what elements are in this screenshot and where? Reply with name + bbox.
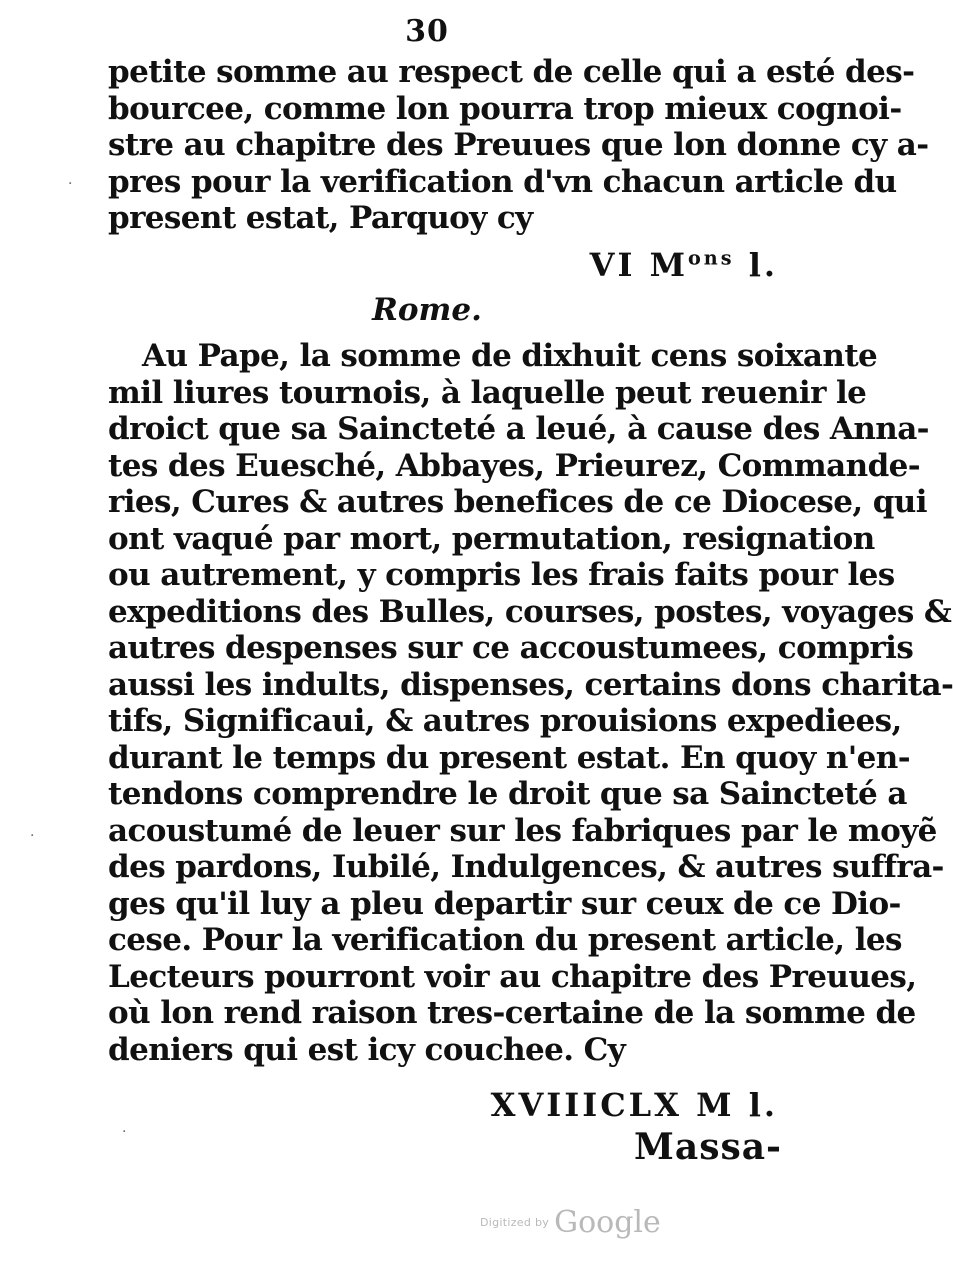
amount-total-2: XVIIICLX M l. (490, 1086, 778, 1124)
text-line: Au Pape, la somme de dixhuit cens soixante (142, 338, 878, 374)
amount-total-1 (590, 246, 778, 284)
text-line: tes des Euesché, Abbayes, Prieurez, Commande- (108, 447, 921, 484)
intro-paragraph (108, 54, 929, 237)
scan-speck: · (122, 1124, 127, 1140)
text-line: des pardons, Iubilé, Indulgences, & autres suffra- (108, 849, 944, 885)
digitized-watermark (480, 1205, 661, 1240)
text-line: ges qu'il luy a pleu departir sur ceux de ce Dio- (108, 885, 901, 922)
text-line: durant le temps du present estat. En quoy n'en- (108, 739, 911, 776)
google-logo: Google (554, 1205, 661, 1240)
text-line: ries, Cures & autres benefices de ce Diocese, qui (108, 484, 927, 520)
amount-unit: l. (734, 246, 778, 284)
text-line: ont vaqué par mort, permutation, resignation (108, 520, 875, 557)
text-line: ou autrement, y compris les frais faits pour les (108, 557, 895, 593)
text-line: droict que sa Saincteté a leué, à cause des Anna- (108, 411, 929, 447)
text-line: expeditions des Bulles, courses, postes, voyages & (108, 593, 952, 630)
text-line: où lon rend raison tres-certaine de la somme de (108, 995, 916, 1031)
text-line: tifs, Significaui, & autres prouisions expediees, (108, 703, 902, 739)
text-line: deniers qui est icy couchee. Cy (108, 1031, 626, 1068)
rome-paragraph (108, 338, 953, 1068)
text-line: stre au chapitre des Preuues que lon donne cy a- (108, 127, 929, 163)
scan-speck: · (30, 828, 35, 844)
text-line: tendons comprendre le droit que sa Saincteté a (108, 776, 907, 812)
section-heading: Rome. (372, 292, 482, 328)
page-number: 30 (405, 14, 449, 49)
text-line: autres despenses sur ce accoustumees, compris (108, 630, 914, 666)
text-line: petite somme au respect de celle qui a esté des- (108, 54, 915, 90)
text-line: acoustumé de leuer sur les fabriques par le moyẽ (108, 812, 937, 849)
amount-value: VI M (589, 246, 688, 284)
amount-superscript: ons (688, 246, 735, 270)
text-line: present estat, Parquoy cy (108, 200, 533, 236)
catchword: Massa- (634, 1126, 782, 1168)
text-line: cese. Pour la verification du present article, les (108, 922, 902, 958)
text-line: pres pour la verification d'vn chacun article du (108, 163, 897, 200)
scan-speck: · (68, 176, 73, 192)
text-line: aussi les indults, dispenses, certains dons charita- (108, 666, 953, 703)
text-line: mil liures tournois, à laquelle peut reuenir le (108, 374, 867, 411)
text-line: Lecteurs pourront voir au chapitre des Preuues, (108, 958, 917, 995)
text-line: bourcee, comme lon pourra trop mieux cognoi- (108, 90, 902, 127)
watermark-prefix: Digitized by (480, 1216, 550, 1229)
